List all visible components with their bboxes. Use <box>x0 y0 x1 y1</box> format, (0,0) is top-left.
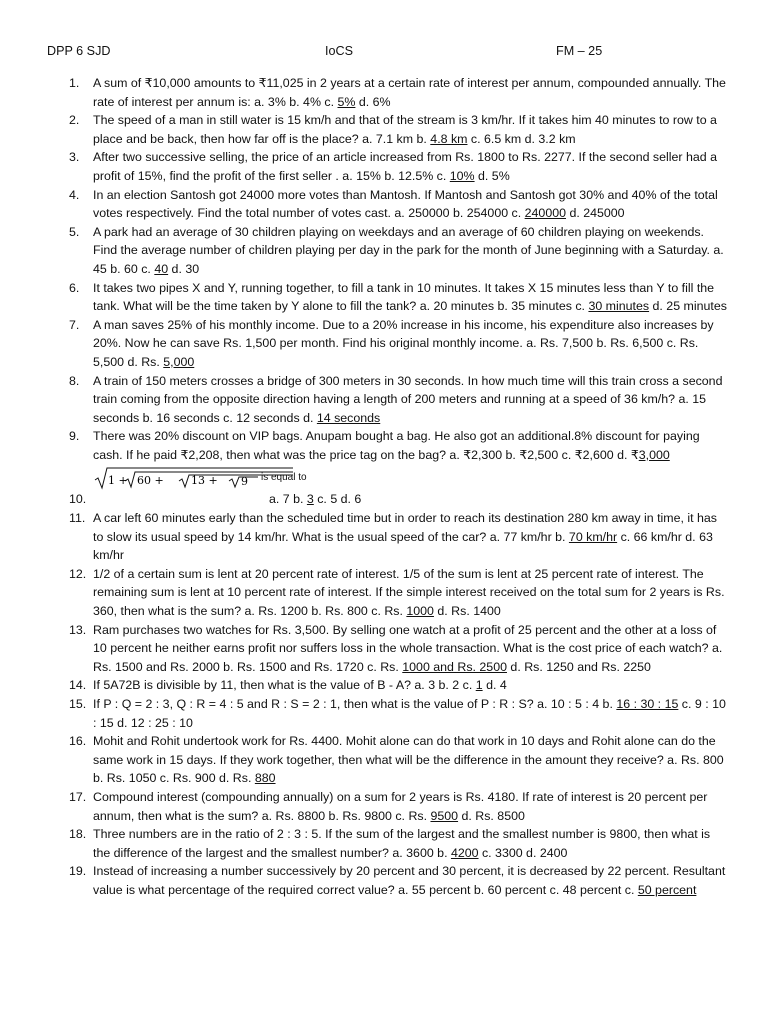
question-item <box>69 621 729 677</box>
answer-underlined: 1000 <box>406 604 434 619</box>
question-text <box>93 279 729 316</box>
question-text <box>93 316 729 372</box>
question-stem: A man saves 25% of his monthly income. Due to a 20% increase in his income, his expenditure also increases by 20%. Now he can save Rs. 1,500 per month. Find his original monthly income. a. Rs. 7,500 b. Rs. 6,500 c. Rs. 5,500 d. Rs. <box>93 317 714 369</box>
question-text <box>93 695 729 732</box>
math-tail-text: is equal to <box>261 472 307 484</box>
answer-underlined: 1000 and Rs. 2500 <box>402 659 507 674</box>
question-text <box>93 509 729 565</box>
question-text <box>93 223 729 279</box>
question-stem: There was 20% discount on VIP bags. Anupam bought a bag. He also got an additional.8% discount for paying cash. If he paid ₹2,208, then what was the price tag on the bag? a. ₹2,300 b. ₹2,500 c. ₹2,600 d. ₹ <box>93 429 700 462</box>
answer-underlined: 16 : 30 : 15 <box>616 697 679 711</box>
question-item <box>69 695 729 732</box>
answer-underlined: 5% <box>337 94 356 109</box>
question-tail: c. 6.5 km d. 3.2 km <box>467 131 576 146</box>
question-item <box>69 427 729 464</box>
question-item <box>69 862 729 899</box>
question-stem: A sum of ₹10,000 amounts to ₹11,025 in 2 years at a certain rate of interest per annum, compounded annually. The rate of interest per annum is: a. 3% b. 4% c. <box>93 76 726 109</box>
question-number: 12. <box>69 566 87 581</box>
question-item <box>69 279 729 316</box>
answer-underlined: 70 km/hr <box>568 529 618 544</box>
question-text <box>93 148 729 185</box>
question-item <box>69 148 729 185</box>
question-number: 8. <box>69 373 80 388</box>
question-tail: c. 5 d. 6 <box>313 492 362 507</box>
question-item <box>69 466 729 509</box>
question-stem: 1/2 of a certain sum is lent at 20 percent rate of interest. 1/5 of the sum is lent at 25 percent rate of interest. The remaining sum is lent at 10 percent rate of interest. If the simple interest received on the total sum for 2 years is Rs. 360, then what is the sum? a. Rs. 1200 b. Rs. 800 c. Rs. <box>93 566 725 619</box>
radicand-term-1: 1 + <box>108 474 128 488</box>
question-stem: A train of 150 meters crosses a bridge of 300 meters in 30 seconds. In how much time will this train cross a second train coming from the opposite direction having a length of 200 meters and running at a speed of 36 km/h? a. 15 seconds b. 16 seconds c. 12 seconds d. <box>93 373 723 425</box>
question-item <box>69 732 729 788</box>
question-number: 17. <box>69 789 87 804</box>
question-item <box>69 316 729 372</box>
answer-underlined: 880 <box>254 771 276 786</box>
question-item <box>69 186 729 223</box>
question-text <box>93 732 729 788</box>
radicand-term-2: 60 + <box>137 474 164 488</box>
question-item <box>69 111 729 148</box>
question-stem: After two successive selling, the price of an article increased from Rs. 1800 to Rs. 2277. If the second seller had a profit of 15%, find the profit of the first seller . a. 15% b. 12.5% c. <box>93 150 717 183</box>
question-stem: If P : Q = 2 : 3, Q : R = 4 : 5 and R : S = 2 : 1, then what is the value of P : R : S? a. 10 : 5 : 4 b. <box>93 697 617 711</box>
radicand-term-4: 9 <box>241 475 248 489</box>
question-stem: A car left 60 minutes early than the scheduled time but in order to reach its destination 280 km away in time, it has to slow its usual speed by 14 km/hr. What is the usual speed of the car? a. 77 km/hr b. <box>93 511 717 544</box>
question-tail: d. 4 <box>482 678 507 693</box>
question-tail: d. Rs. 1250 and Rs. 2250 <box>506 659 651 674</box>
answer-underlined: 14 seconds <box>316 410 381 425</box>
question-text <box>93 862 729 899</box>
header-center: IoCS <box>325 44 353 58</box>
question-number: 10. <box>69 492 87 507</box>
question-options <box>93 490 729 509</box>
question-tail: c. 9 : 10 : 15 d. 12 : 25 : 10 <box>93 697 726 730</box>
question-item <box>69 825 729 862</box>
answer-underlined: 30 minutes <box>588 299 650 314</box>
question-text <box>93 74 729 111</box>
question-number: 14. <box>69 678 87 693</box>
header-right: FM – 25 <box>556 44 603 58</box>
question-number: 3. <box>69 150 80 165</box>
question-stem: The speed of a man in still water is 15 km/h and that of the stream is 3 km/hr. If it takes him 40 minutes to row to a place and be back, then how far off is the place? a. 7.1 km b. <box>93 113 717 146</box>
question-number: 15. <box>69 697 87 711</box>
question-number: 16. <box>69 734 87 749</box>
question-tail: d. 6% <box>355 94 391 109</box>
answer-underlined: 4200 <box>450 845 479 860</box>
question-text <box>93 676 729 695</box>
question-number: 13. <box>69 622 87 637</box>
question-item <box>69 223 729 279</box>
question-item <box>69 676 729 695</box>
question-text <box>93 111 729 148</box>
question-list <box>69 74 729 900</box>
answer-underlined: 3,000 <box>638 447 670 462</box>
question-stem: In an election Santosh got 24000 more votes than Mantosh. If Mantosh and Santosh got 30% and 40% of the total votes respectively. Find the total number of votes cast. a. 250000 b. 254000 c. <box>93 187 718 221</box>
question-tail: d. 245000 <box>566 206 625 221</box>
header-left: DPP 6 SJD <box>47 44 111 58</box>
answer-underlined: 240000 <box>524 206 566 221</box>
question-number: 1. <box>69 76 80 90</box>
question-stem: If 5A72B is divisible by 11, then what is the value of B - A? a. 3 b. 2 c. <box>93 678 476 693</box>
question-text <box>93 788 729 825</box>
question-item <box>69 372 729 428</box>
question-tail: c. 66 km/hr d. 63 km/hr <box>93 529 713 563</box>
answer-underlined: 9500 <box>430 808 459 823</box>
question-tail: d. 25 minutes <box>649 299 727 314</box>
question-stem: Instead of increasing a number successively by 20 percent and 30 percent, it is decreased by 22 percent. Resultant value is what percentage of the required correct value? a. 55 percent b. 60 percent c. 48 percent c. <box>93 864 726 897</box>
question-number: 6. <box>69 280 80 295</box>
question-number: 2. <box>69 113 80 128</box>
question-stem: A park had an average of 30 children playing on weekdays and an average of 60 children playing on weekends. Find the average number of children playing per day in the park for the month of June beginning with a Saturday. a. 45 b. 60 c. <box>93 224 724 276</box>
question-tail: d. 5% <box>474 168 510 183</box>
question-text <box>93 186 729 223</box>
question-text <box>93 565 729 621</box>
question-item <box>69 788 729 825</box>
question-stem: Compound interest (compounding annually) on a sum for 2 years is Rs. 4180. If rate of interest is 20 percent per annum, then what is the sum? a. Rs. 8800 b. Rs. 9800 c. Rs. <box>93 789 708 823</box>
math-expression <box>93 466 729 490</box>
answer-underlined: 50 percent <box>637 882 697 897</box>
answer-underlined: 40 <box>154 261 169 276</box>
question-tail: d. Rs. 8500 <box>458 808 525 823</box>
radicand-term-3: 13 + <box>191 474 218 488</box>
question-number: 7. <box>69 317 80 332</box>
question-stem: It takes two pipes X and Y, running together, to fill a tank in 10 minutes. It takes X 15 minutes less than Y to fill the tank. What will be the time taken by Y alone to fill the tank? a. 20 minutes b. 35 minutes c. <box>93 280 715 314</box>
question-stem: Three numbers are in the ratio of 2 : 3 : 5. If the sum of the largest and the smallest number is 9800, then what is the difference of the largest and the smallest number? a. 3600 b. <box>93 827 711 860</box>
question-tail: d. 30 <box>168 261 200 276</box>
question-stem: Ram purchases two watches for Rs. 3,500. By selling one watch at a profit of 25 percent and the other at a loss of 10 percent he neither earns profit nor suffers loss in the whole transaction. What is the cost price of each watch? a. Rs. 1500 and Rs. 2000 b. Rs. 1500 and Rs. 1720 c. Rs. <box>93 622 723 674</box>
question-text <box>93 427 729 464</box>
question-item <box>69 565 729 621</box>
question-number: 19. <box>69 864 87 879</box>
answer-underlined: 5,000 <box>163 354 195 369</box>
answer-underlined: 10% <box>449 168 475 183</box>
question-number: 18. <box>69 827 87 842</box>
question-stem: Mohit and Rohit undertook work for Rs. 4400. Mohit alone can do that work in 10 days and Rohit alone can do the same work in 15 days. If they work together, then what will be the difference in the amount they receive? a. Rs. 800 b. Rs. 1050 c. Rs. 900 d. Rs. <box>93 734 724 786</box>
question-number: 4. <box>69 187 80 202</box>
question-text <box>93 621 729 677</box>
question-number: 5. <box>69 224 80 239</box>
question-number: 9. <box>69 429 80 444</box>
question-number: 11. <box>69 511 86 526</box>
answer-underlined: 3 <box>306 492 314 507</box>
question-tail: c. 3300 d. 2400 <box>478 845 568 860</box>
question-text <box>93 825 729 862</box>
question-tail: d. Rs. 1400 <box>433 604 501 619</box>
question-item <box>69 74 729 111</box>
question-item <box>69 509 729 565</box>
answer-underlined: 4.8 km <box>430 131 468 146</box>
question-text <box>93 372 729 428</box>
question-stem: a. 7 b. <box>269 492 307 507</box>
answer-underlined: 1 <box>475 678 483 693</box>
question-text <box>93 466 729 509</box>
